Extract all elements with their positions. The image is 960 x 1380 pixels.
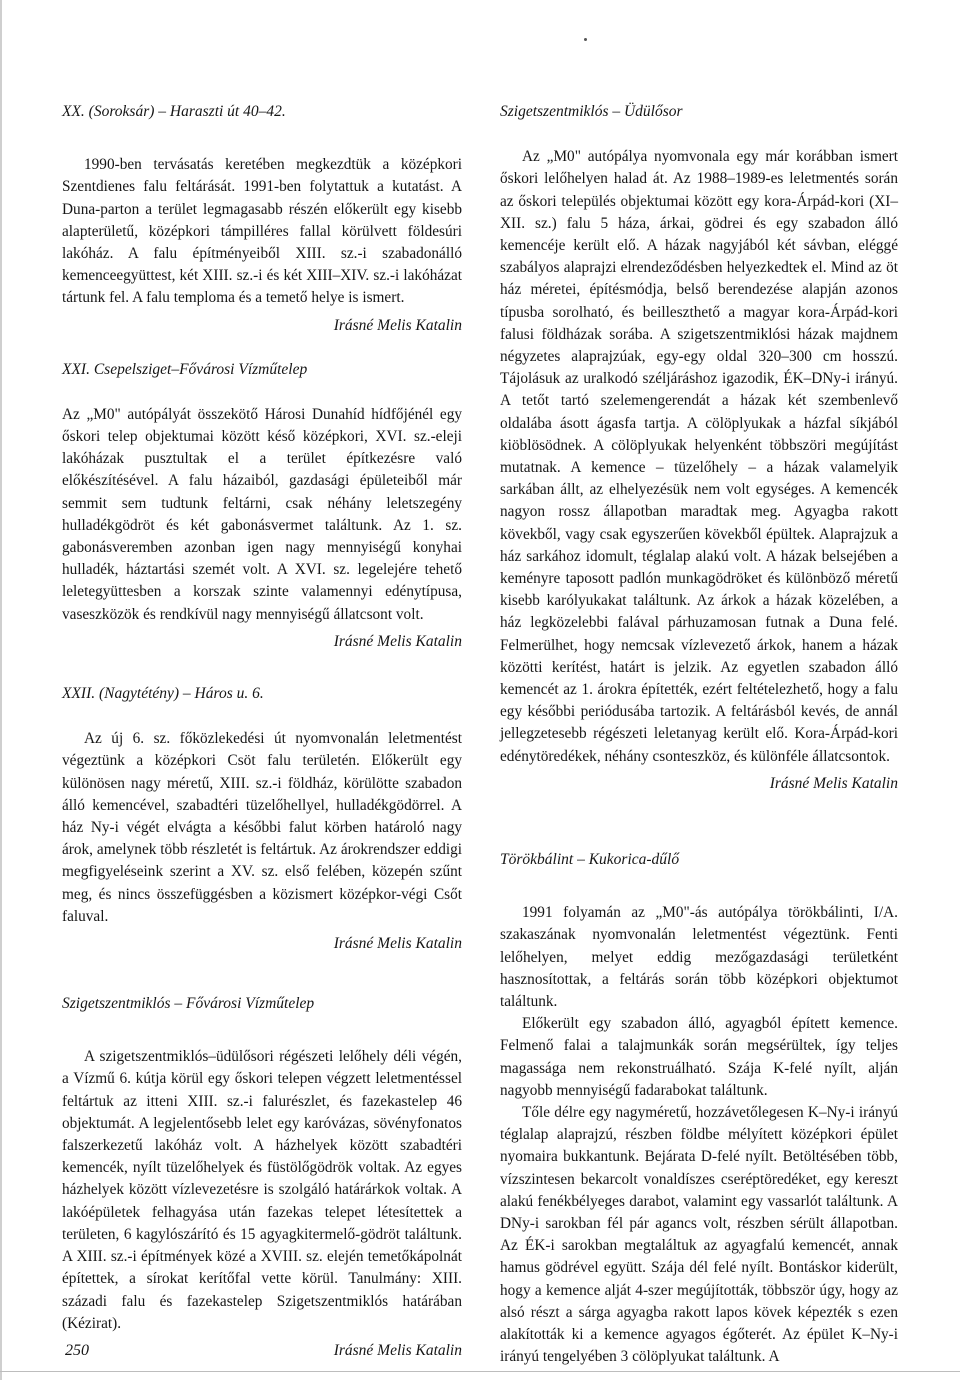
author-signature: Irásné Melis Katalin [333,316,462,334]
section-heading: Szigetszentmiklós – Üdülősor [500,103,683,120]
section-paragraph: Tőle délre egy nagyméretű, hozzávetőlegesen K–Ny-i irányú téglalap alaprajzú, részben földbe mélyített középkori épület nyomaira bukkantunk. Bejárata D-felé nyílt. Betöltésében több, vízszintesen bekarcolt vonaldíszes cseréptöredéket, egy kereszt alakú fenékbélyeges darabot, valamint egy vassarlót találtunk. A DNy-i sarokban fél pár agancs volt, részben sérült állapotban. Az ÉK-i sarokban megtaláltuk az agyagfalú kemencét, annak hamus gödrével együtt. Szája dél felé nyílt. Bontáskor kiderült, hogy a kemence alját 4-szer megújították, többször úgy, hogy az alsó részt a sárga agyagba rakott lapos kövek képezték s ezen alakították ki a kemence agyagos égőterét. Az épület K–Ny-i irányú tengelyében 3 cölöplyukat találtunk. A [500,1103,898,1366]
section-paragraph: Előkerült egy szabadon álló, agyagból épített kemence. Felmenő falai a talajmunkák során megsérültek, így teljes magassága nem rekonstruálható. Szája K-felé nyílt, alján nagyobb mennyiségű fadarabokat találtunk. [500,1015,898,1099]
right-column [500,102,898,1368]
author-signature: Irásné Melis Katalin [333,1341,462,1359]
section-paragraph: Az új 6. sz. főközlekedési út nyomvonalán leletmentést végeztünk a középkori Csöt falu területén. Előkerült egy különösen nagy méretű, XIII. sz.-i földház, körülötte szabadon álló kemencével, szabadtéri tüzelőhellyel, hulladékgödörrel. A ház Ny-i végét elvágta a későbbi falut körben határoló nagy árok, amelynek több részletét is feltártuk. Az árokrendszer eddigi megfigyeléseink szerint a XV. sz. első felében, közepén szűnt meg, és nincs összefüggésben a közismert középkor-végi Csőt faluval. [62,730,462,925]
section-paragraph: A szigetszentmiklós–üdülősori régészeti lelőhely déli végén, a Vízmű 6. kútja körül egy őskori telepen végzett leletmentéssel feltártuk az itteni XIII. sz.-i falurészlet, és fazekastelep 46 objektumát. A legjelentősebb lelet egy karóvázas, sövényfonatos falszerkezetű lakóház volt. A házhelyek között szabadtéri kemencék, nyílt tüzelőhelyek és füstölőgödrök voltak. Az egyes házhelyek között vízlevezetésre is szolgáló határárkok voltak. A lakóépületek felhagyása után fazekas telepet létesítettek a területen, 6 kagylószárító és 15 agyagkitermelő-gödröt találtunk. A XIII. sz.-i építmények közé a XVIII. sz. elején temetőkápolnát építettek, a sírokat kerítőfal vette körül. Tanulmány: XIII. századi falu és fazekastelep Szigetszentmiklós határában (Kézirat). [62,1048,462,1332]
scan-speck [584,38,587,41]
section-heading: Törökbálint – Kukorica-dűlő [500,850,680,868]
section-xxii-nagyteteny [62,684,462,954]
author-signature: Irásné Melis Katalin [333,934,462,952]
section-torokbalint [500,850,898,1368]
section-heading: XX. (Soroksár) – Haraszti út 40–42. [62,103,286,120]
section-szigetszentmiklos-vizmutelep [62,994,462,1361]
section-heading: XXI. Csepelsziget–Fővárosi Vízműtelep [62,360,308,378]
section-heading: XXII. (Nagytétény) – Háros u. 6. [62,685,264,703]
section-paragraph: 1991 folyamán az „M0"-ás autópálya törökbálinti, I/A. szakaszának nyomvonalán leletmentést végeztünk. Fenti lelőhelyen, melyet eddig mezőgazdasági területként hasznosítottak, a feltárás során több középkori objektumot találtunk. [500,904,898,1010]
scan-edge-left [0,0,2,1380]
section-xx-soroksar [62,102,462,336]
section-paragraph: Az „M0" autópályát összekötő Hárosi Dunahíd hídfőjénél egy őskori telep objektumai között késő középkori, XVI. sz.-eleji lakóházak pusztultak el a terület építkezésre való előkészítésével. A falu házaiból, gazdasági épületeiből már semmit sem tudtunk feltárni, csak néhány leletszegény hulladékgödröt és két gabonásvermet találtunk. Az 1. sz. gabonásveremben azonban igen nagy mennyiségű konyhai hulladék, háztartási szemét volt. A XVI. sz. legelejére tehető leletegyüttesben a korszak szinte valamennyi edénytípusa, vaseszközök és rendkívül nagy mennyiségű állatcsont volt. [62,405,462,623]
left-column [62,102,462,1361]
scan-edge-bottom [0,1371,960,1372]
section-paragraph: 1990-ben tervásatás keretében megkezdtük a középkori Szentdienes falu feltárását. 1991-ben folytattuk a kutatást. A Duna-parton a terület legmagasabb részén előkerült egy kisebb alapterületű, középkori támpilléres fallal körülvett földesúri lakóház. A falu építményeiből XIII. sz.-i szabadonálló kemenceegyüttest, két XIII. sz.-i és két XIII–XIV. sz.-i lakóházat tártunk fel. A falu temploma és a temető helye is ismert. [62,156,462,307]
author-signature: Irásné Melis Katalin [333,632,462,650]
section-xxi-csepelsziget [62,360,462,652]
section-paragraph: Az „M0" autópálya nyomvonala egy már korábban ismert őskori lelőhelyen halad át. Az 1988–1989-es leletmentés során az őskori település objektumai között egy kora-Árpád-kori (XI–XII. sz.) falu 5 háza, árkai, gödrei és egy szabadon álló kemencéje került elő. A házak nagyjából két sávban, eléggé szabályos alaprajzi elrendeződésben helyezkedtek el. Mind az öt ház méretei, építésmódja, belső berendezése alapján azonos típusba sorolható, és beilleszthető a magyar kora-Árpád-kori falusi földházak sorába. A szigetszentmiklósi házak majdnem négyzetes alaprajzúak, egy-egy oldal 320–300 cm hosszú. Tájolásuk az uralkodó széljáráshoz igazodik, ÉK–DNy-i irányú. A tetőt tartó szelemengerendát a házak két szembenlevő oldalába ásott ágasfa tartja. A cölöplyukak a házfal síkjából kiöblösödnek. A cölöplyukak helyenként többszöri megújítást mutatnak. A kemence – tüzelőhely – a házak valamelyik sarkában állt, az elhelyezésük nem volt egységes. A kemencék nagyon rossz állapotban maradtak meg. Agyagba rakott kövekből, vagy csak egyszerűen kövekből épültek. Alaprajzuk a ház sarkához idomult, téglalap alakú volt. A házak belsejében a keményre taposott padlón munkagödröket és különböző méretű kisebb karólyukakat találtunk. Az árkok a házak közelében, a ház legközelebbi falával párhuzamosan futnak a Duna felé. Felmerülhet, hogy nemcsak vízlevezető árkok, hanem a házak közötti kerítést, határt is jelzik. Az egyetlen szabadon álló kemencét az 1. árokra építették, ezért feltételezhető, hogy a falu egy későbbi periódusába tartozik. A feltárásból kevés, de annál jellegzetesebb régészeti leletanyag került elő. Kora-Árpád-kori edénytöredékek, néhány csonteszköz, és különféle állatcsontok. [500,148,898,765]
author-signature: Irásné Melis Katalin [769,774,898,792]
page-number: 250 [65,1342,89,1359]
section-heading: Szigetszentmiklós – Fővárosi Vízműtelep [62,995,315,1013]
section-szigetszentmiklos-udulosor [500,102,898,794]
